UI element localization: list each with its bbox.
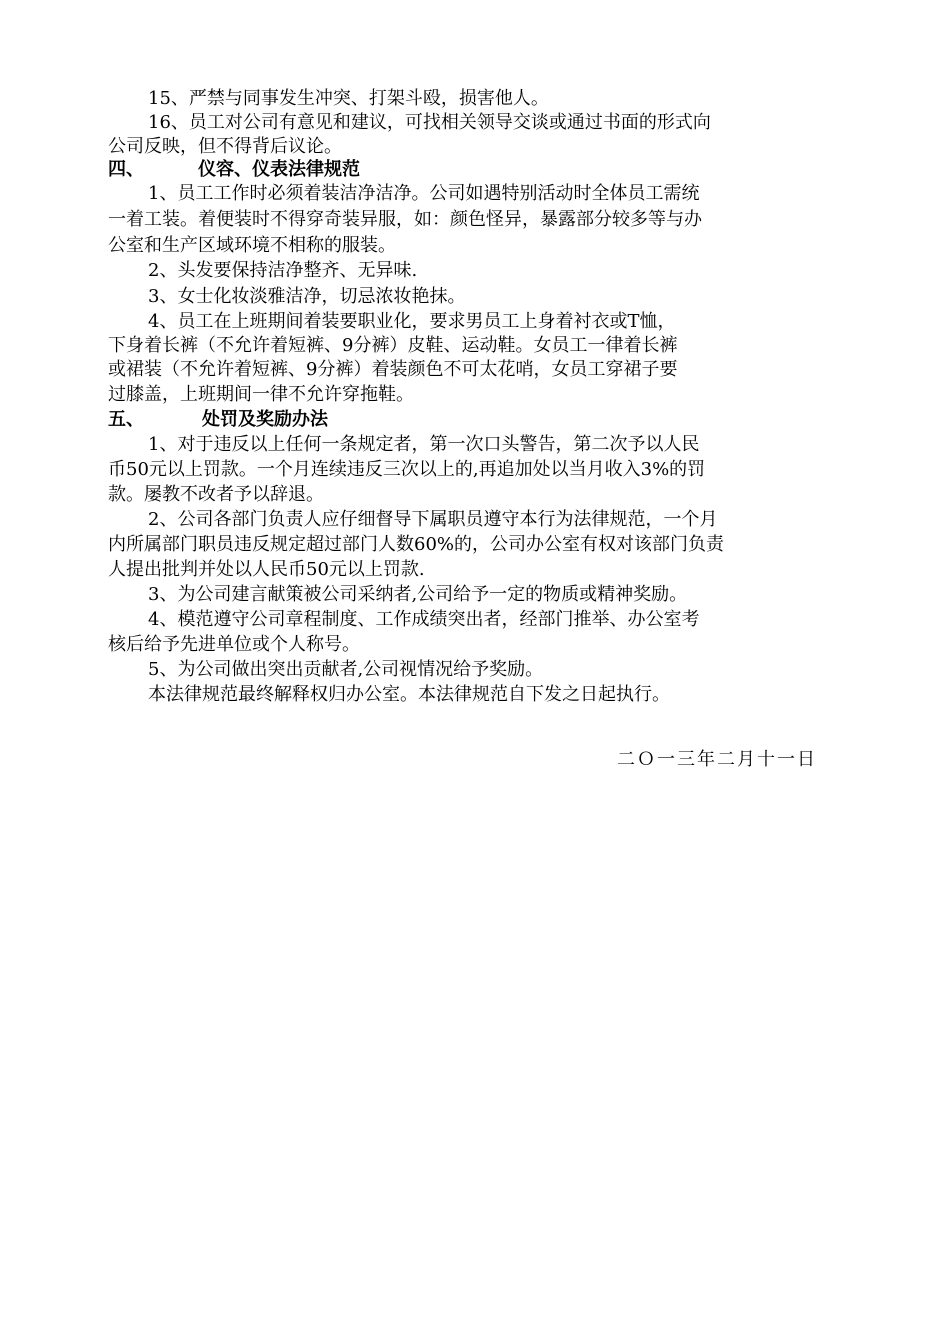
s5-item-1-line-1: 1、对于违反以上任何一条规定者，第一次口头警告，第二次予以人民 (148, 434, 700, 455)
s4-item-1-line-1: 1、员工工作时必须着装洁净洁净。公司如遇特别活动时全体员工需统 (148, 183, 700, 204)
s5-item-2-line-3: 人提出批判并处以人民币50元以上罚款. (108, 559, 425, 580)
closing-statement: 本法律规范最终解释权归办公室。本法律规范自下发之日起执行。 (148, 684, 670, 705)
section-five-heading (108, 409, 328, 431)
s5-item-4-line-1: 4、模范遵守公司章程制度、工作成绩突出者，经部门推举、办公室考 (148, 609, 700, 630)
s4-item-4-line-4: 过膝盖，上班期间一律不允许穿拖鞋。 (108, 384, 414, 405)
rule-16-line-1: 16、员工对公司有意见和建议，可找相关领导交谈或通过书面的形式向 (148, 112, 711, 133)
s4-item-1-line-3: 公室和生产区域环境不相称的服装。 (108, 235, 396, 256)
s4-item-2-line-1: 2、头发要保持洁净整齐、无异味. (148, 260, 418, 281)
section-four-heading (108, 159, 360, 181)
s5-item-5-line-1: 5、为公司做出突出贡献者,公司视情况给予奖励。 (148, 659, 544, 680)
s5-item-1-line-2: 币50元以上罚款。一个月连续违反三次以上的,再追加处以当月收入3%的罚 (108, 459, 706, 480)
document-date: 二Ｏ一三年二月十一日 (617, 749, 817, 770)
s5-item-2-line-2: 内所属部门职员违反规定超过部门人数60%的，公司办公室有权对该部门负责 (108, 534, 725, 555)
s5-item-2-line-1: 2、公司各部门负责人应仔细督导下属职员遵守本行为法律规范，一个月 (148, 509, 718, 530)
s4-item-4-line-3: 或裙装（不允许着短裤、9分裤）着装颜色不可太花哨，女员工穿裙子要 (108, 359, 678, 380)
s5-item-3-line-1: 3、为公司建言献策被公司采纳者,公司给予一定的物质或精神奖励。 (148, 584, 688, 605)
s5-item-1-line-3: 款。屡教不改者予以辞退。 (108, 484, 324, 505)
s4-item-3-line-1: 3、女士化妆淡雅洁净，切忌浓妆艳抹。 (148, 286, 466, 307)
section-five-number: 五、 (108, 409, 144, 430)
rule-15-line-1: 15、严禁与同事发生冲突、打架斗殴，损害他人。 (148, 88, 549, 109)
section-four-title: 仪容、仪表法律规范 (198, 159, 360, 180)
s4-item-1-line-2: 一着工装。着便装时不得穿奇装异服，如：颜色怪异，暴露部分较多等与办 (108, 209, 702, 230)
rule-16-line-2: 公司反映，但不得背后议论。 (108, 136, 342, 157)
section-five-title: 处罚及奖励办法 (202, 409, 328, 430)
s5-item-4-line-2: 核后给予先进单位或个人称号。 (108, 634, 360, 655)
s4-item-4-line-2: 下身着长裤（不允许着短裤、9分裤）皮鞋、运动鞋。女员工一律着长裤 (108, 335, 678, 356)
section-four-number: 四、 (108, 159, 144, 180)
s4-item-4-line-1: 4、员工在上班期间着装要职业化，要求男员工上身着衬衣或T恤， (148, 311, 676, 332)
